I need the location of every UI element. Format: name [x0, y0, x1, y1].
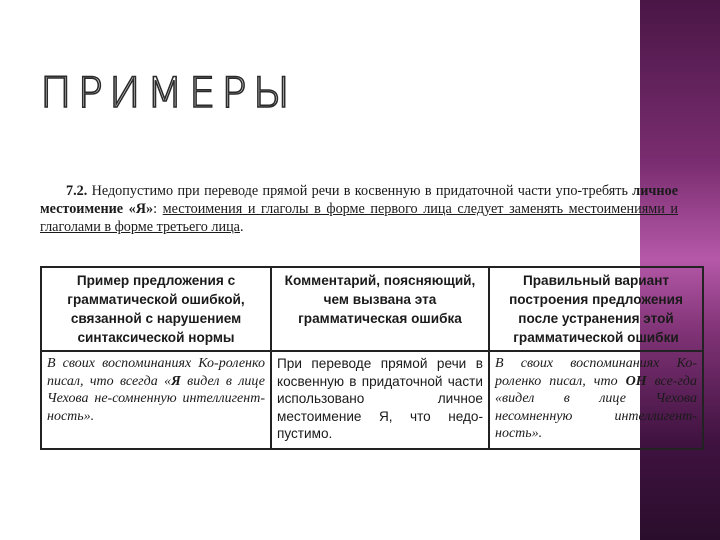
- rule-underlined-text: местоимения и глаголы в форме первого лица следует заменять местоимениями и глаголами в форме третьего лица: [40, 201, 678, 235]
- slide-title: ПРИМЕРЫ: [40, 68, 296, 117]
- correct-text-1: В своих воспоминаниях Ко-роленко писал, что: [495, 356, 697, 389]
- rule-bold-phrase: личное местоимение «Я»: [40, 183, 678, 217]
- cell-comment: При переводе прямой речи в косвенную в придаточной части использовано личное местоимение Я, что недо-пустимо.: [271, 351, 489, 449]
- cell-correct: [489, 351, 703, 449]
- rule-text-start: Недопустимо при переводе прямой речи в косвенную в придаточной части упо-требять: [87, 183, 633, 199]
- examples-table: [40, 266, 704, 450]
- example-text-2: видел в лице Чехова не-сомненную интеллигент-ность».: [47, 373, 265, 424]
- rule-end: .: [239, 219, 244, 235]
- example-bold: Я: [171, 373, 181, 389]
- table-row: [41, 351, 703, 449]
- example-text-1: В своих воспоминаниях Ко-роленко писал, что всегда «: [47, 356, 265, 389]
- rule-number: 7.2.: [66, 183, 88, 199]
- rule-colon: :: [153, 201, 163, 217]
- correct-text-2: все-гда «видел в лице Чехова несомненную интеллигент-ность».: [495, 373, 697, 441]
- correct-bold: ОН: [625, 373, 647, 389]
- header-correct: Правильный вариант построения предложения после устранения этой грамматической ошибки: [489, 267, 703, 351]
- cell-example: [41, 351, 271, 449]
- header-comment: Комментарий, поясняющий, чем вызвана эта грамматическая ошибка: [271, 267, 489, 351]
- header-example: Пример предложения с грамматической ошибкой, связанной с нарушением синтаксической нормы: [41, 267, 271, 351]
- table-header-row: [41, 267, 703, 351]
- rule-paragraph: [40, 182, 678, 236]
